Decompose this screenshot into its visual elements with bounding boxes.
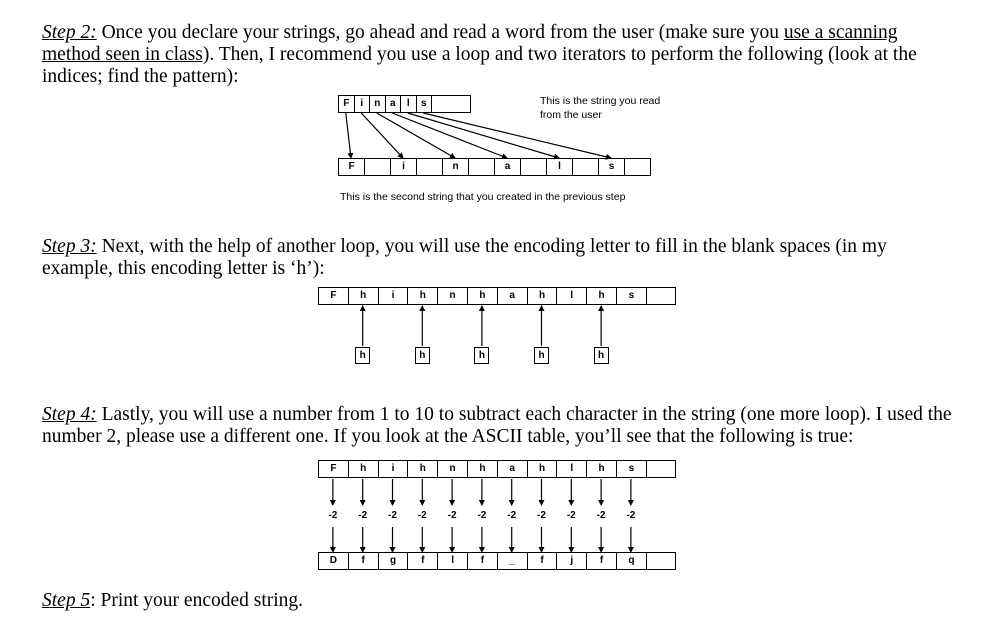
subtract-value: -2: [566, 510, 576, 521]
encoded-string-cell: h: [348, 287, 379, 305]
subtract-value: -2: [417, 510, 427, 521]
input-letter-cell: s: [416, 95, 433, 113]
encoding-letter-box: h: [534, 347, 549, 364]
output-letter-cell: l: [546, 158, 573, 176]
encoded-string-cell: l: [556, 287, 587, 305]
source-string-cell: a: [497, 460, 528, 478]
result-string-cell: f: [407, 552, 438, 570]
result-string-cell: f: [348, 552, 379, 570]
index-mapping-arrow: [346, 113, 351, 158]
encoding-letter-box: h: [474, 347, 489, 364]
encoding-letter-box: h: [415, 347, 430, 364]
encoding-letter-box: h: [355, 347, 370, 364]
subtract-value: -2: [388, 510, 397, 521]
source-string-cell: h: [348, 460, 379, 478]
source-string-cell: h: [467, 460, 498, 478]
input-letter-cell: i: [354, 95, 371, 113]
step3-label: Step 3:: [42, 236, 97, 257]
step4-label: Step 4:: [42, 404, 97, 425]
result-string-cell: g: [378, 552, 409, 570]
subtract-value: -2: [537, 510, 546, 521]
encoded-string-cell: h: [467, 287, 498, 305]
step2-link-text: use a scanning method seen in class: [42, 22, 898, 65]
index-mapping-arrow: [361, 113, 403, 158]
encoded-string-cell: h: [527, 287, 558, 305]
input-letter-cell: a: [385, 95, 402, 113]
output-letter-cell: F: [338, 158, 365, 176]
result-string-cell: q: [616, 552, 647, 570]
subtract-value: -2: [626, 510, 636, 521]
source-string-cell: s: [616, 460, 647, 478]
source-string-cell: h: [407, 460, 438, 478]
output-letter-cell: n: [442, 158, 469, 176]
index-mapping-arrow: [423, 113, 611, 158]
encoding-letter-box: h: [594, 347, 609, 364]
step5-label: Step 5: [42, 590, 91, 611]
output-string-caption: This is the second string that you created in the previous step: [340, 191, 626, 203]
output-letter-cell: a: [494, 158, 521, 176]
encoded-string-cell: h: [586, 287, 617, 305]
result-string-cell: f: [467, 552, 498, 570]
result-string-cell: j: [556, 552, 587, 570]
output-letter-cell: s: [598, 158, 625, 176]
encoded-string-cell: s: [616, 287, 647, 305]
source-string-cell: h: [527, 460, 558, 478]
source-string-cell: i: [378, 460, 409, 478]
step5-text: : Print your encoded string.: [90, 590, 304, 611]
source-string-cell: h: [586, 460, 617, 478]
source-string-cell: F: [318, 460, 349, 478]
encoded-string-cell: n: [437, 287, 468, 305]
step2-text-2: ). Then, I recommend you use a loop and two iterators to perform the following (look at the indices; find the pattern):: [42, 44, 917, 87]
input-letter-cell: l: [400, 95, 417, 113]
step4-text: Lastly, you will use a number from 1 to 10 to subtract each character in the string (one more loop). I used the number 2, please use a different one. If you look at the ASCII table, you’ll see that the following is true:: [42, 404, 952, 447]
subtract-value: -2: [507, 510, 517, 521]
source-string-cell: n: [437, 460, 468, 478]
subtract-value: -2: [447, 510, 457, 521]
input-letter-cell: F: [338, 95, 355, 113]
index-mapping-arrow: [408, 113, 559, 158]
result-string-cell: D: [318, 552, 349, 570]
index-mapping-arrow: [377, 113, 455, 158]
step2-label: Step 2:: [42, 22, 97, 43]
step3-text: Next, with the help of another loop, you will use the encoding letter to fill in the blank spaces (in my example, this encoding letter is ‘h’):: [42, 236, 887, 279]
output-letter-cell: i: [390, 158, 417, 176]
result-string-cell: f: [527, 552, 558, 570]
input-string-caption: This is the string you read from the user: [540, 95, 661, 121]
subtract-value: -2: [328, 510, 338, 521]
result-string-cell: _: [497, 552, 528, 570]
input-letter-cell: n: [369, 95, 386, 113]
result-string-cell: l: [437, 552, 468, 570]
encoded-string-cell: i: [378, 287, 409, 305]
encoded-string-cell: h: [407, 287, 438, 305]
step2-text-1: Once you declare your strings, go ahead and read a word from the user (make sure you: [96, 22, 784, 43]
subtract-value: -2: [477, 510, 487, 521]
result-string-cell: f: [586, 552, 617, 570]
encoded-string-cell: a: [497, 287, 528, 305]
subtract-value: -2: [358, 510, 368, 521]
encoded-string-cell: F: [318, 287, 349, 305]
source-string-cell: l: [556, 460, 587, 478]
subtract-value: -2: [596, 510, 606, 521]
